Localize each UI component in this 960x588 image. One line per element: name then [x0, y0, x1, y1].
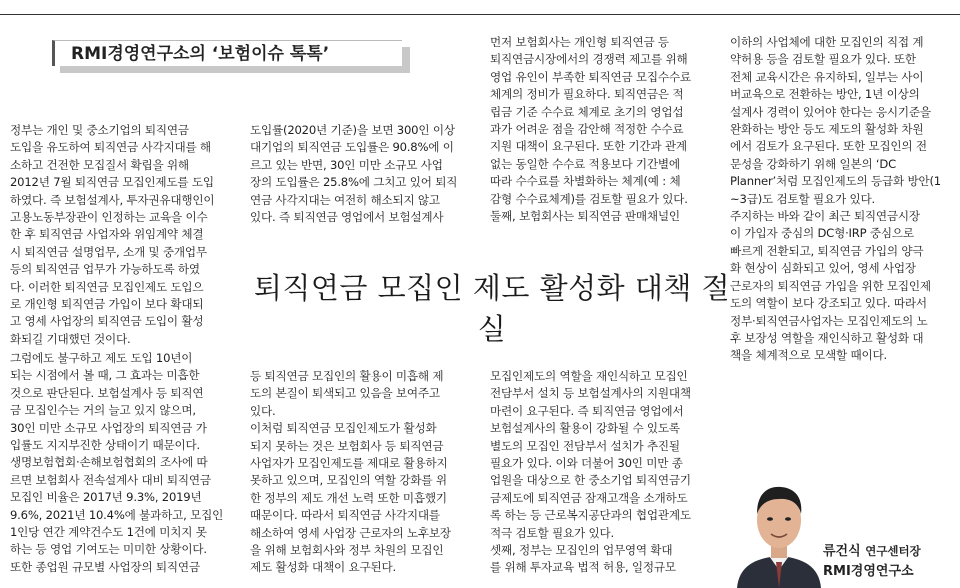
paragraph: 모집인제도의 역할을 재인식하고 모집인 전담부서 설치 등 보험설계사의 지원대책 마련이 요구된다. 즉 퇴직연금 영업에서 보험설계사의 활용이 강화될 수 있도록 별도의 모집인 전담부서 설치가 추진될 필요가 있다. 이와 더불어 30인 미만 종 업원을 대상으로 한 중소기업 퇴직연금기 금제도에 퇴직연금 잠재고객을 소개하도 록 하는 등 근로복지공단과의 협업관계도 적극 검토할 필요가 있다. 셋째, 정부는 모집인의 업무영역 확대 를 위해 투자교육 법적 허용, 일정규모 [490, 369, 691, 575]
author-organization: RMI경영연구소 [823, 564, 914, 579]
paragraph: 그럼에도 불구하고 제도 도입 10년이 되는 시점에서 볼 때, 그 효과는 미흡한 것으로 판단된다. 보험설계사 등 퇴직연 금 모집인수는 거의 늘고 있지 않으며, 30인 미만 소규모 사업장의 퇴직연금 가 입률도 지지부진한 상태이기 때문이다. 생명보험협회·손해보험협회의 조사에 따 르면 보험회사 전속설계사 대비 퇴직연금 모집인 비율은 2017년 9.3%, 2019년 9.6%, 2021년 10.4%에 불과하고, 모집인 1인당 연간 계약건수도 1건에 미치지 못 하는 등 영업 기여도는 미미한 상황이다. 또한 종업원 규모별 사업장의 퇴직연금 [10, 351, 224, 574]
author-name-line [823, 540, 921, 559]
author-role: 연구센터장 [865, 544, 921, 558]
author-photo [733, 462, 825, 588]
column-1-bottom [10, 350, 236, 576]
author-portrait-icon [733, 462, 825, 588]
column-3-bottom [490, 368, 716, 577]
paragraph: 먼저 보험회사는 개인형 퇴직연금 등 퇴직연금시장에서의 경쟁력 제고를 위해 영업 유인이 부족한 퇴직연금 모집수수료 체계의 정비가 필요하다. 퇴직연금은 적 립금 기준 수수료 체계로 초기의 영업섭 과가 어려운 점을 감안해 적정한 수수료 지원 대책이 요구된다. 또한 기간과 관계 없는 동일한 수수료 적용보다 기간별에 따라 수수료를 차별화하는 체계(예 : 체 감형 수수료체계)를 검토할 필요가 있다. 둘째, 보험회사는 퇴직연금 판매채널인 [490, 35, 691, 224]
paragraph: 이하의 사업체에 대한 모집인의 직접 계 약허용 등을 검토할 필요가 있다. 또한 전체 교육시간은 유지하되, 일부는 사이 버교육으로 전환하는 방안, 1년 이상의 설계사 경력이 있어야 한다는 응시기준을 완화하는 방안 등도 제도의 활성화 차원 에서 검토가 요구된다. 또한 모집인의 전 문성을 강화하기 위해 일본의 ‘DC Planner’처럼 모집인제도의 등급화 방안(1 ~3급)도 검토할 필요가 있다. 주지하는 바와 같이 최근 퇴직연금시장 이 가입자 중심의 DC형·IRP 중심으로 빠르게 전환되고, 퇴직연금 가입의 양극 화 현상이 심화되고 있어, 영세 사업장 근로자의 퇴직연금 가입을 위한 모집인제 도의 역할이 보다 강조되고 있다. 따라서 정부·퇴직연금사업자는 모집인제도의 노 후 보장성 역할을 재인식하고 활성화 대 책을 체계적으로 모색할 때이다. [730, 35, 941, 363]
headline: 퇴직연금 모집인 제도 활성화 대책 절실 [253, 271, 731, 346]
top-rule [0, 14, 960, 15]
paragraph: 등 퇴직연금 모집인의 활용이 미흡해 제 도의 본질이 퇴색되고 있음을 보여주고 있다. 이처럼 퇴직연금 모집인제도가 활성화 되지 못하는 것은 보험회사 등 퇴직연금 사업자가 모집인제도를 제대로 활용하지 못하고 있으며, 모집인의 역할 강화를 위 한 정부의 제도 개선 노력 또한 미흡했기 때문이다. 따라서 퇴직연금 사각지대를 해소하여 영세 사업장 근로자의 노후보장 을 위해 보험회사와 정부 차원의 모집인 제도 활성화 대책이 요구된다. [250, 369, 451, 575]
column-1-top [10, 122, 236, 348]
paragraph: 도입률(2020년 기준)을 보면 300인 이상 대기업의 퇴직연금 도입률은 90.8%에 이 르고 있는 반면, 30인 미만 소규모 사업 장의 도입률은 25.8%에 그치고 있어 퇴직 연금 사각지대는 여전히 해소되지 않고 있다. 즉 퇴직연금 영업에서 보험설계사 [250, 123, 458, 225]
column-3-top [490, 34, 716, 225]
paragraph: 정부는 개인 및 중소기업의 퇴직연금 도입을 유도하여 퇴직연금 사각지대를 해 소하고 건전한 모집질서 확립을 위해 2012년 7월 퇴직연금 모집인제도를 도입 하였다. 즉 보험설계사, 투자권유대행인이 고용노동부장관이 인정하는 교육을 이수 한 후 퇴직연금 사업자와 위임계약 체결 시 퇴직연금 설명업무, 소개 및 중개업무 등의 퇴직연금 업무가 가능하도록 하였 다. 이러한 퇴직연금 모집인제도 도입으 로 개인형 퇴직연금 가입이 보다 확대되 고 영세 사업장의 퇴직연금 도입이 활성 화되길 기대했던 것이다. [10, 123, 215, 346]
author-name: 류건식 [823, 544, 861, 559]
column-2-top [250, 122, 476, 226]
section-kicker [52, 40, 412, 72]
kicker-title: RMI경영연구소의 ‘보험이슈 톡톡’ [52, 40, 402, 66]
column-4-top [730, 34, 952, 365]
column-2-bottom [250, 368, 476, 577]
